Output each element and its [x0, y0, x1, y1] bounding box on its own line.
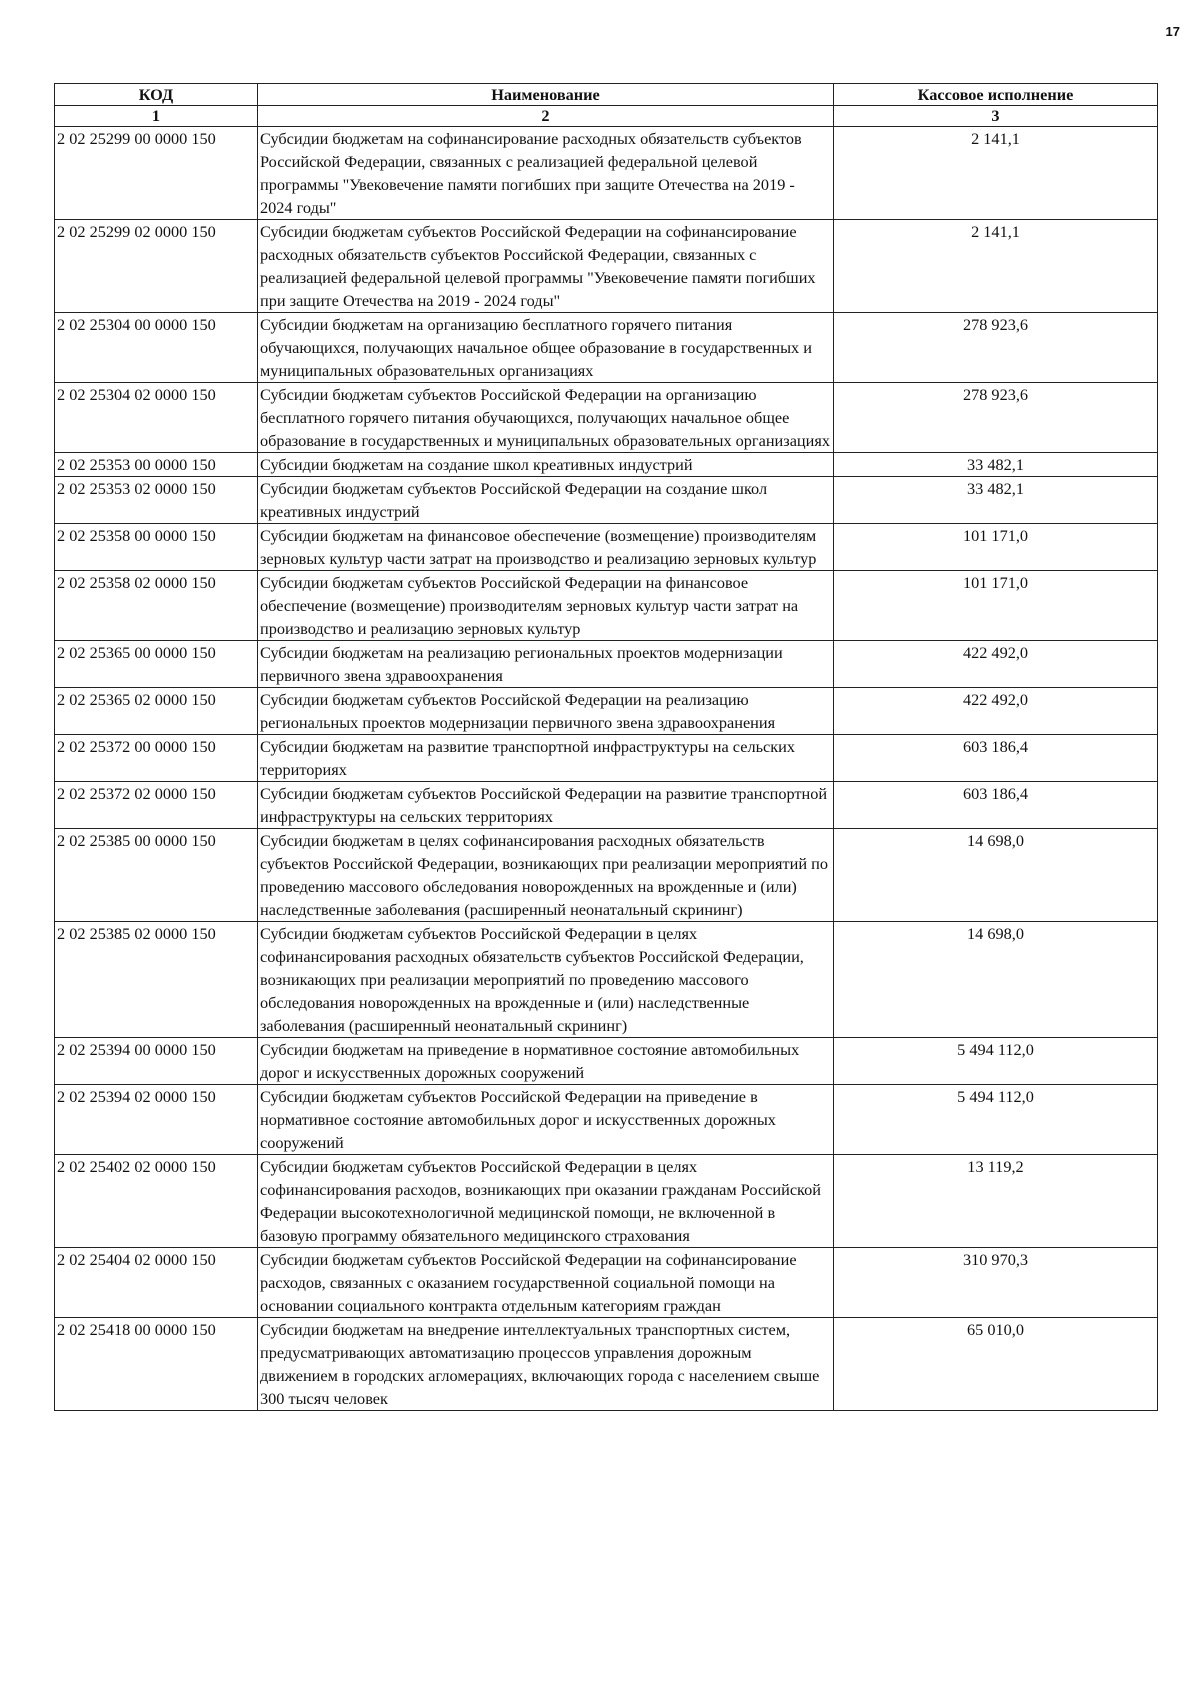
name-cell: Субсидии бюджетам на развитие транспортной инфраструктуры на сельских территориях — [258, 735, 834, 782]
code-cell: 2 02 25299 00 0000 150 — [55, 127, 258, 220]
table-row — [55, 453, 1158, 477]
table-row — [55, 571, 1158, 641]
amount-cell: 5 494 112,0 — [834, 1038, 1158, 1085]
amount-cell: 13 119,2 — [834, 1155, 1158, 1248]
code-cell: 2 02 25353 00 0000 150 — [55, 453, 258, 477]
amount-cell: 5 494 112,0 — [834, 1085, 1158, 1155]
table-body — [55, 127, 1158, 1411]
code-cell: 2 02 25385 00 0000 150 — [55, 829, 258, 922]
budget-execution-table — [54, 83, 1158, 1411]
amount-cell: 33 482,1 — [834, 453, 1158, 477]
amount-cell: 65 010,0 — [834, 1318, 1158, 1411]
name-cell: Субсидии бюджетам в целях софинансирования расходных обязательств субъектов Российской Федерации, возникающих при реализации мероприятий по проведению массового обследования новорожденных на врожденные и (или) наследственные заболевания (расширенный неонатальный скрининг) — [258, 829, 834, 922]
amount-cell: 603 186,4 — [834, 782, 1158, 829]
amount-cell: 278 923,6 — [834, 313, 1158, 383]
table-row — [55, 383, 1158, 453]
code-cell: 2 02 25353 02 0000 150 — [55, 477, 258, 524]
name-cell: Субсидии бюджетам субъектов Российской Федерации в целях софинансирования расходов, возникающих при оказании гражданам Российской Федерации высокотехнологичной медицинской помощи, не включенной в базовую программу обязательного медицинского страхования — [258, 1155, 834, 1248]
header-row — [55, 84, 1158, 106]
code-cell: 2 02 25358 02 0000 150 — [55, 571, 258, 641]
code-cell: 2 02 25304 00 0000 150 — [55, 313, 258, 383]
table-row — [55, 782, 1158, 829]
header-amount: Кассовое исполнение — [834, 84, 1158, 106]
column-number-row — [55, 106, 1158, 127]
amount-cell: 14 698,0 — [834, 922, 1158, 1038]
code-cell: 2 02 25304 02 0000 150 — [55, 383, 258, 453]
table-row — [55, 1248, 1158, 1318]
amount-cell: 2 141,1 — [834, 220, 1158, 313]
name-cell: Субсидии бюджетам на организацию бесплатного горячего питания обучающихся, получающих начальное общее образование в государственных и муниципальных образовательных организациях — [258, 313, 834, 383]
name-cell: Субсидии бюджетам субъектов Российской Федерации в целях софинансирования расходных обязательств субъектов Российской Федерации, возникающих при реализации мероприятий по проведению массового обследования новорожденных на врожденные и (или) наследственные заболевания (расширенный неонатальный скрининг) — [258, 922, 834, 1038]
name-cell: Субсидии бюджетам субъектов Российской Федерации на создание школ креативных индустрий — [258, 477, 834, 524]
amount-cell: 310 970,3 — [834, 1248, 1158, 1318]
code-cell: 2 02 25372 00 0000 150 — [55, 735, 258, 782]
amount-cell: 101 171,0 — [834, 571, 1158, 641]
code-cell: 2 02 25385 02 0000 150 — [55, 922, 258, 1038]
name-cell: Субсидии бюджетам субъектов Российской Федерации на реализацию региональных проектов модернизации первичного звена здравоохранения — [258, 688, 834, 735]
code-cell: 2 02 25365 00 0000 150 — [55, 641, 258, 688]
code-cell: 2 02 25402 02 0000 150 — [55, 1155, 258, 1248]
table-row — [55, 1038, 1158, 1085]
amount-cell: 422 492,0 — [834, 688, 1158, 735]
table-row — [55, 127, 1158, 220]
name-cell: Субсидии бюджетам субъектов Российской Федерации на софинансирование расходных обязательств субъектов Российской Федерации, связанных с реализацией федеральной целевой программы "Увековечение памяти погибших при защите Отечества на 2019 - 2024 годы" — [258, 220, 834, 313]
name-cell: Субсидии бюджетам на реализацию региональных проектов модернизации первичного звена здравоохранения — [258, 641, 834, 688]
table-row — [55, 477, 1158, 524]
table-row — [55, 313, 1158, 383]
page-number: 17 — [1165, 24, 1180, 39]
column-number-1: 1 — [55, 106, 258, 127]
code-cell: 2 02 25404 02 0000 150 — [55, 1248, 258, 1318]
header-name: Наименование — [258, 84, 834, 106]
table-row — [55, 641, 1158, 688]
header-code: КОД — [55, 84, 258, 106]
name-cell: Субсидии бюджетам субъектов Российской Федерации на приведение в нормативное состояние автомобильных дорог и искусственных дорожных сооружений — [258, 1085, 834, 1155]
name-cell: Субсидии бюджетам субъектов Российской Федерации на развитие транспортной инфраструктуры на сельских территориях — [258, 782, 834, 829]
code-cell: 2 02 25365 02 0000 150 — [55, 688, 258, 735]
amount-cell: 14 698,0 — [834, 829, 1158, 922]
amount-cell: 2 141,1 — [834, 127, 1158, 220]
name-cell: Субсидии бюджетам субъектов Российской Федерации на финансовое обеспечение (возмещение) производителям зерновых культур части затрат на производство и реализацию зерновых культур — [258, 571, 834, 641]
table-row — [55, 735, 1158, 782]
table-row — [55, 220, 1158, 313]
name-cell: Субсидии бюджетам на финансовое обеспечение (возмещение) производителям зерновых культур части затрат на производство и реализацию зерновых культур — [258, 524, 834, 571]
code-cell: 2 02 25299 02 0000 150 — [55, 220, 258, 313]
code-cell: 2 02 25358 00 0000 150 — [55, 524, 258, 571]
name-cell: Субсидии бюджетам на софинансирование расходных обязательств субъектов Российской Федерации, связанных с реализацией федеральной целевой программы "Увековечение памяти погибших при защите Отечества на 2019 - 2024 годы" — [258, 127, 834, 220]
amount-cell: 603 186,4 — [834, 735, 1158, 782]
code-cell: 2 02 25394 02 0000 150 — [55, 1085, 258, 1155]
amount-cell: 101 171,0 — [834, 524, 1158, 571]
name-cell: Субсидии бюджетам субъектов Российской Федерации на софинансирование расходов, связанных с оказанием государственной социальной помощи на основании социального контракта отдельным категориям граждан — [258, 1248, 834, 1318]
code-cell: 2 02 25418 00 0000 150 — [55, 1318, 258, 1411]
name-cell: Субсидии бюджетам на внедрение интеллектуальных транспортных систем, предусматривающих автоматизацию процессов управления дорожным движением в городских агломерациях, включающих города с населением свыше 300 тысяч человек — [258, 1318, 834, 1411]
table-row — [55, 1318, 1158, 1411]
code-cell: 2 02 25394 00 0000 150 — [55, 1038, 258, 1085]
name-cell: Субсидии бюджетам субъектов Российской Федерации на организацию бесплатного горячего питания обучающихся, получающих начальное общее образование в государственных и муниципальных образовательных организациях — [258, 383, 834, 453]
amount-cell: 422 492,0 — [834, 641, 1158, 688]
table-row — [55, 1085, 1158, 1155]
table-row — [55, 524, 1158, 571]
code-cell: 2 02 25372 02 0000 150 — [55, 782, 258, 829]
table-row — [55, 922, 1158, 1038]
amount-cell: 33 482,1 — [834, 477, 1158, 524]
table-row — [55, 1155, 1158, 1248]
name-cell: Субсидии бюджетам на создание школ креативных индустрий — [258, 453, 834, 477]
amount-cell: 278 923,6 — [834, 383, 1158, 453]
name-cell: Субсидии бюджетам на приведение в нормативное состояние автомобильных дорог и искусственных дорожных сооружений — [258, 1038, 834, 1085]
column-number-3: 3 — [834, 106, 1158, 127]
column-number-2: 2 — [258, 106, 834, 127]
table-row — [55, 829, 1158, 922]
table-row — [55, 688, 1158, 735]
